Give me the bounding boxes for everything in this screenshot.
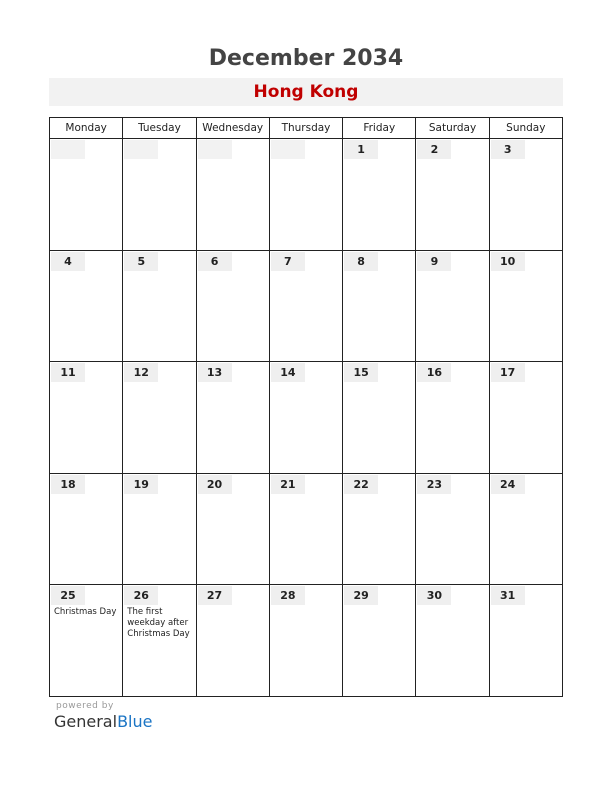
day-cell xyxy=(490,585,562,697)
week-row xyxy=(50,362,562,474)
day-number xyxy=(51,140,85,159)
day-cell xyxy=(270,362,343,473)
day-cell xyxy=(197,474,270,585)
day-cell xyxy=(50,139,123,250)
day-cell xyxy=(416,362,489,473)
day-number: 25 xyxy=(51,586,85,605)
day-cell xyxy=(490,362,562,473)
day-cell xyxy=(343,251,416,362)
day-number: 19 xyxy=(124,475,158,494)
powered-by-label: powered by xyxy=(56,701,114,711)
day-number xyxy=(271,140,305,159)
day-number: 17 xyxy=(491,363,525,382)
day-cell xyxy=(416,251,489,362)
day-number: 4 xyxy=(51,252,85,271)
day-cell xyxy=(416,585,489,697)
weekday-header: Saturday xyxy=(416,118,489,138)
day-cell xyxy=(197,251,270,362)
day-cell xyxy=(123,585,196,697)
generalblue-logo xyxy=(54,712,152,731)
day-number: 9 xyxy=(417,252,451,271)
day-number: 6 xyxy=(198,252,232,271)
day-cell xyxy=(270,585,343,697)
day-cell xyxy=(343,474,416,585)
day-number: 10 xyxy=(491,252,525,271)
day-number: 13 xyxy=(198,363,232,382)
day-cell xyxy=(343,362,416,473)
holiday-label: The first weekday after Christmas Day xyxy=(127,607,190,640)
day-number: 3 xyxy=(491,140,525,159)
week-row xyxy=(50,474,562,586)
day-number: 24 xyxy=(491,475,525,494)
weekday-header: Thursday xyxy=(270,118,343,138)
day-cell xyxy=(123,139,196,250)
brand-general: General xyxy=(54,712,118,731)
day-cell xyxy=(343,585,416,697)
weekday-header-row xyxy=(50,118,562,139)
weekday-header: Tuesday xyxy=(123,118,196,138)
day-number: 27 xyxy=(198,586,232,605)
day-number: 11 xyxy=(51,363,85,382)
day-number: 20 xyxy=(198,475,232,494)
day-number: 5 xyxy=(124,252,158,271)
day-number xyxy=(198,140,232,159)
day-cell xyxy=(123,251,196,362)
day-number: 8 xyxy=(344,252,378,271)
weekday-header: Wednesday xyxy=(197,118,270,138)
day-cell xyxy=(343,139,416,250)
day-cell xyxy=(123,362,196,473)
holiday-label: Christmas Day xyxy=(54,607,117,618)
day-number: 14 xyxy=(271,363,305,382)
day-number: 28 xyxy=(271,586,305,605)
day-cell xyxy=(197,585,270,697)
day-cell xyxy=(270,474,343,585)
day-number: 1 xyxy=(344,140,378,159)
day-number: 16 xyxy=(417,363,451,382)
day-number: 30 xyxy=(417,586,451,605)
day-number: 31 xyxy=(491,586,525,605)
day-number: 29 xyxy=(344,586,378,605)
weeks-container xyxy=(50,139,562,697)
day-cell xyxy=(490,474,562,585)
day-number: 15 xyxy=(344,363,378,382)
day-number: 21 xyxy=(271,475,305,494)
region-name: Hong Kong xyxy=(253,82,359,102)
day-number: 26 xyxy=(124,586,158,605)
brand-blue: Blue xyxy=(117,712,153,731)
day-number xyxy=(124,140,158,159)
calendar-title: December 2034 xyxy=(208,46,404,71)
day-cell xyxy=(416,474,489,585)
calendar-grid xyxy=(49,117,563,697)
weekday-header: Monday xyxy=(50,118,123,138)
day-cell xyxy=(50,362,123,473)
day-number: 18 xyxy=(51,475,85,494)
weekday-header: Sunday xyxy=(506,122,546,134)
week-row xyxy=(50,251,562,363)
day-cell xyxy=(197,139,270,250)
day-cell xyxy=(50,251,123,362)
day-number: 23 xyxy=(417,475,451,494)
day-cell xyxy=(416,139,489,250)
day-cell xyxy=(123,474,196,585)
day-number: 2 xyxy=(417,140,451,159)
day-number: 7 xyxy=(271,252,305,271)
week-row xyxy=(50,585,562,697)
day-cell xyxy=(270,251,343,362)
region-banner xyxy=(49,78,563,106)
day-cell xyxy=(490,139,562,250)
day-cell xyxy=(270,139,343,250)
week-row xyxy=(50,139,562,251)
day-cell xyxy=(490,251,562,362)
day-cell xyxy=(197,362,270,473)
day-cell xyxy=(50,474,123,585)
day-number: 22 xyxy=(344,475,378,494)
day-cell xyxy=(50,585,123,697)
weekday-header: Friday xyxy=(343,118,416,138)
day-number: 12 xyxy=(124,363,158,382)
